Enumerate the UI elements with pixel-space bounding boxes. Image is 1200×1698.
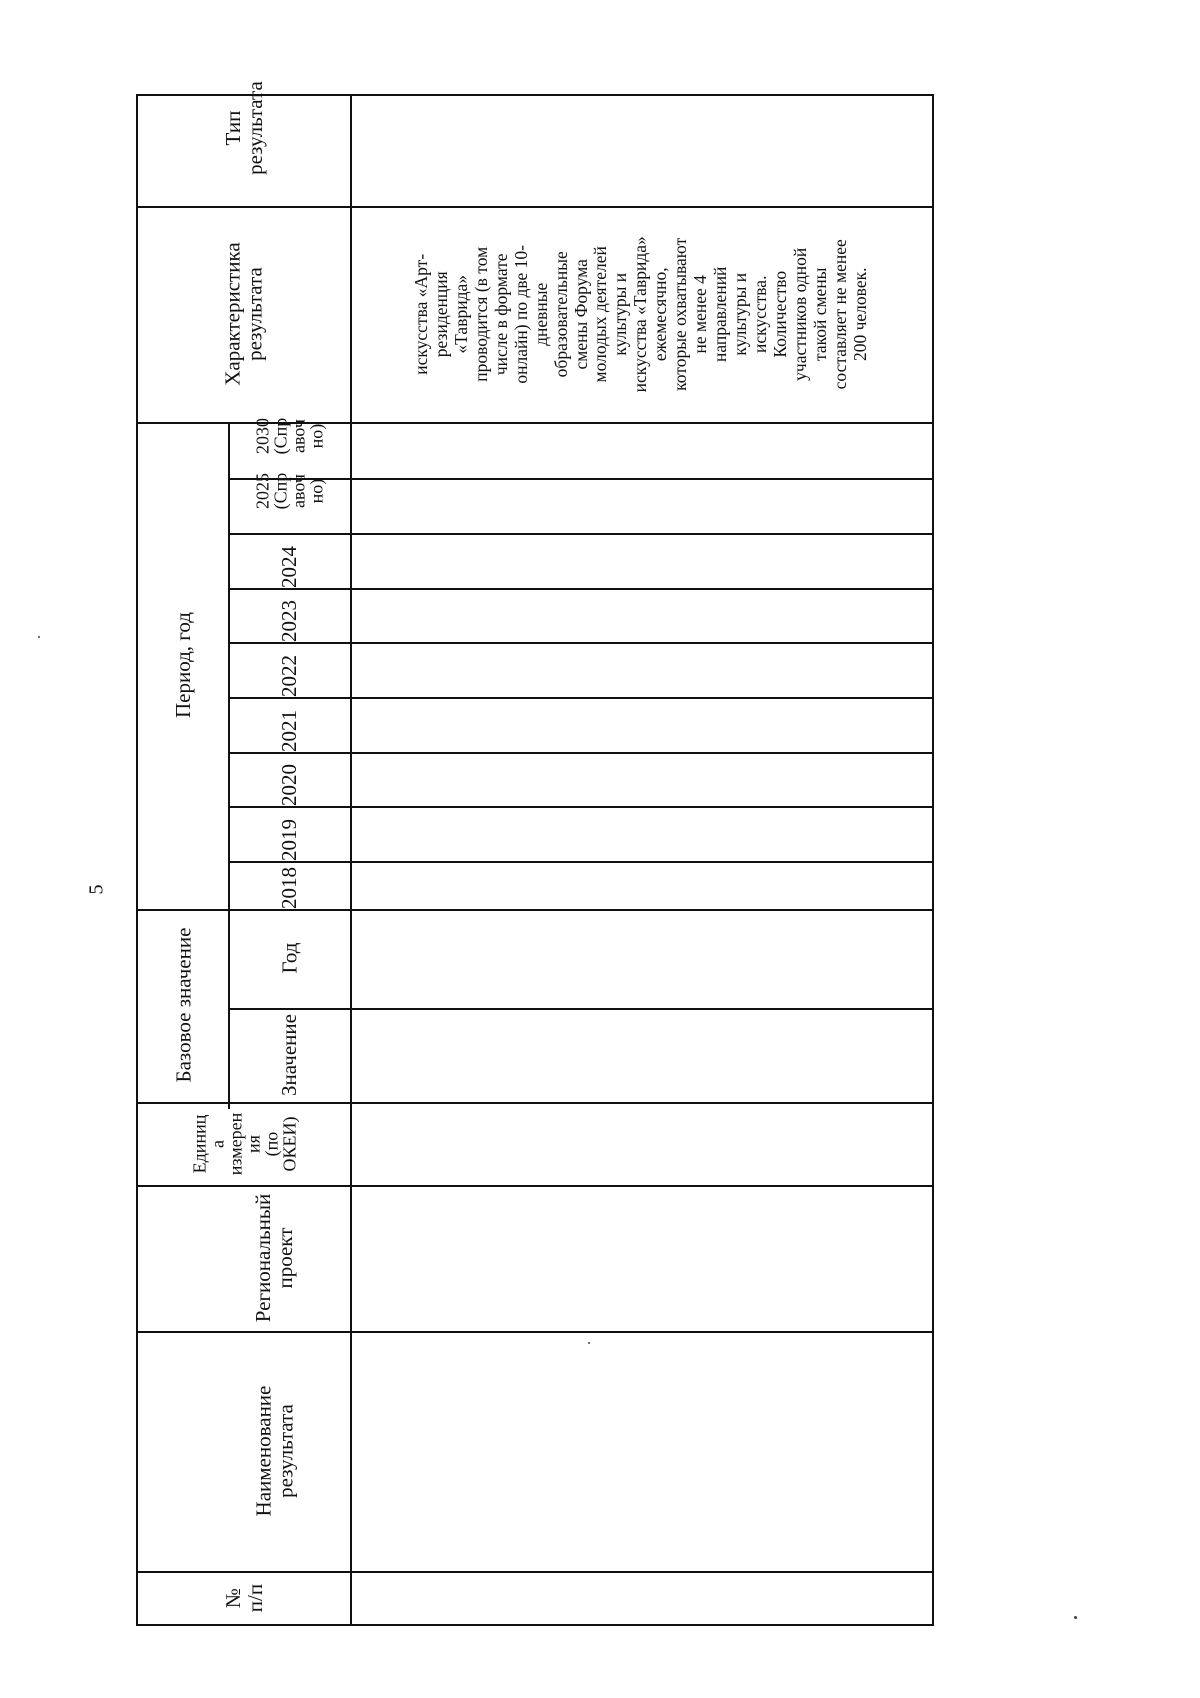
results-table xyxy=(136,81,934,1626)
header-year-2022: 2022 xyxy=(276,654,301,697)
header-year-2023: 2023 xyxy=(276,599,301,642)
header-name: Наименование результата xyxy=(250,1385,297,1517)
header-type: Тип результата xyxy=(220,81,267,175)
scan-speck xyxy=(38,636,40,638)
header-project: Региональный проект xyxy=(250,1193,297,1323)
header-year-2019: 2019 xyxy=(276,818,301,861)
header-year-2020: 2020 xyxy=(276,763,301,806)
header-base-sub-year: Год xyxy=(276,943,301,974)
header-col-num: № п/п xyxy=(220,1584,267,1613)
header-base-value: Базовое значение xyxy=(170,928,195,1083)
header-characteristic: Характеристика результата xyxy=(220,242,267,386)
page-number: 5 xyxy=(85,884,108,895)
header-year-2021: 2021 xyxy=(276,709,301,752)
header-year-2030: 2030 (Спр авоч но) xyxy=(251,417,326,455)
header-year-2024: 2024 xyxy=(276,545,301,588)
scan-speck xyxy=(1074,1616,1077,1619)
header-unit: Единиц а измерен ия (по ОКЕИ) xyxy=(189,1112,299,1175)
header-year-2018: 2018 xyxy=(276,866,301,909)
header-base-sub-value: Значение xyxy=(276,1014,301,1096)
header-period: Период, год xyxy=(170,612,195,719)
header-year-2025: 2025 (Спр авоч но) xyxy=(251,472,326,510)
row-characteristic-text: искусства «Арт- резиденция «Таврида» проводится (в том числе в формате онлайн) по две 10- дневные образовательные смены Форума молодых деятелей культуры и искусства «Таврида» ежемесячно, которые охватывают не менее 4 направлений культуры и искусства. Количество участников одной такой смены составляет не менее 200 человек. xyxy=(410,235,870,393)
